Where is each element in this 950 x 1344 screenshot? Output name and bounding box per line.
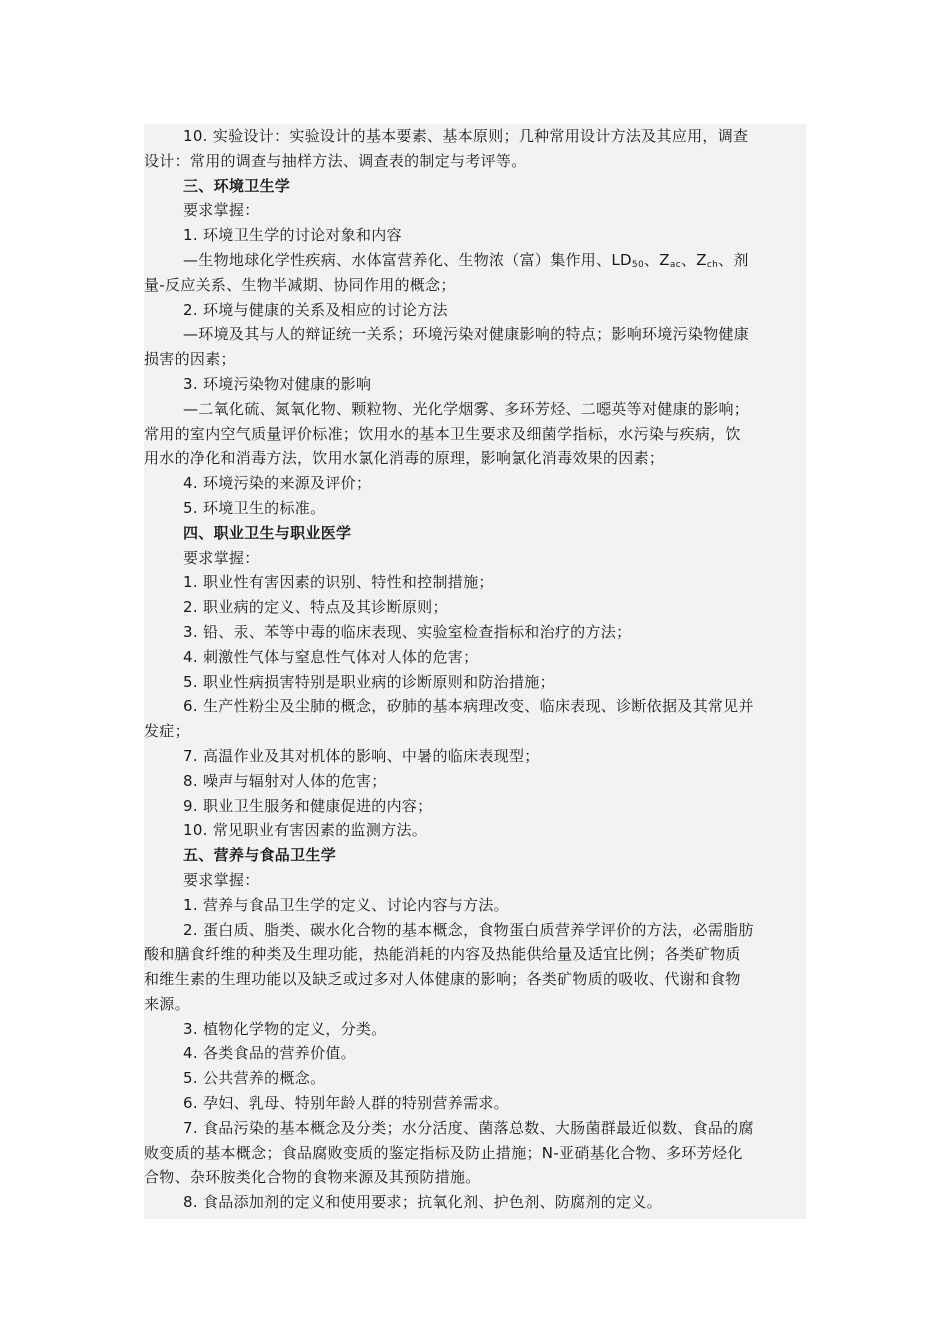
text-line: 和维生素的生理功能以及缺乏或过多对人体健康的影响；各类矿物质的吸收、代谢和食物 — [144, 970, 741, 989]
text-line: 损害的因素； — [144, 350, 236, 369]
subscript-ch: ch — [706, 259, 719, 270]
text-line: 7. 食品污染的基本概念及分类；水分活度、菌落总数、大肠菌群最近似数、食品的腐 — [183, 1118, 754, 1137]
text-line: 8. 噪声与辐射对人体的危害； — [183, 771, 387, 790]
document-text-block — [144, 124, 806, 1219]
text-line: 5. 环境卫生的标准。 — [183, 498, 326, 517]
line-fragment: 、Z — [643, 250, 670, 269]
text-line: 用水的净化和消毒方法，饮用水氯化消毒的原理，影响氯化消毒效果的因素； — [144, 449, 665, 468]
text-line: 要求掌握： — [183, 870, 260, 889]
text-line: 5. 职业性病损害特别是职业病的诊断原则和防治措施； — [183, 672, 555, 691]
text-line: 10. 常见职业有害因素的监测方法。 — [183, 821, 428, 840]
text-line: 2. 蛋白质、脂类、碳水化合物的基本概念，食物蛋白质营养学评价的方法，必需脂肪 — [183, 920, 754, 939]
text-line: 要求掌握： — [183, 548, 260, 567]
text-line: —环境及其与人的辩证统一关系；环境污染对健康影响的特点；影响环境污染物健康 — [183, 325, 750, 344]
text-line: 4. 刺激性气体与窒息性气体对人体的危害； — [183, 647, 479, 666]
subscript-50: 50 — [631, 259, 644, 270]
text-line: 酸和膳食纤维的种类及生理功能，热能消耗的内容及热能供给量及适宜比例；各类矿物质 — [144, 945, 741, 964]
section-heading: 三、环境卫生学 — [183, 176, 291, 195]
text-line: 6. 孕妇、乳母、特别年龄人群的特别营养需求。 — [183, 1094, 509, 1113]
text-line: 败变质的基本概念；食品腐败变质的鉴定指标及防止措施；N-亚硝基化合物、多环芳烃化 — [144, 1143, 743, 1162]
text-line: 9. 职业卫生服务和健康促进的内容； — [183, 796, 433, 815]
text-line: 设计：常用的调查与抽样方法、调查表的制定与考评等。 — [144, 151, 527, 170]
text-line: 1. 营养与食品卫生学的定义、讨论内容与方法。 — [183, 895, 509, 914]
text-line: 8. 食品添加剂的定义和使用要求；抗氧化剂、护色剂、防腐剂的定义。 — [183, 1193, 662, 1212]
text-line: 10. 实验设计：实验设计的基本要素、基本原则；几种常用设计方法及其应用，调查 — [183, 127, 749, 145]
text-line: 常用的室内空气质量评价标准；饮用水的基本卫生要求及细菌学指标，水污染与疾病，饮 — [144, 424, 741, 443]
text-line: 4. 环境污染的来源及评价； — [183, 474, 372, 493]
line-fragment: 、剂 — [718, 250, 749, 269]
text-line: 5. 公共营养的概念。 — [183, 1069, 326, 1088]
text-line: 4. 各类食品的营养价值。 — [183, 1044, 356, 1063]
text-line: 7. 高温作业及其对机体的影响、中暑的临床表现型； — [183, 746, 540, 765]
text-line: 2. 环境与健康的关系及相应的讨论方法 — [183, 300, 448, 319]
line-fragment: —生物地球化学性疾病、水体富营养化、生物浓（富）集作用、LD — [183, 250, 632, 269]
text-line: 合物、杂环胺类化合物的食物来源及其预防措施。 — [144, 1168, 481, 1187]
text-line: 来源。 — [144, 994, 190, 1013]
text-line: 发症； — [144, 722, 190, 741]
subscript-ac: ac — [669, 259, 681, 270]
text-line: 要求掌握： — [183, 201, 260, 220]
text-line: 3. 环境污染物对健康的影响 — [183, 374, 372, 393]
line-fragment: 、Z — [680, 250, 707, 269]
text-line: 3. 植物化学物的定义，分类。 — [183, 1019, 387, 1038]
text-line: 3. 铅、汞、苯等中毒的临床表现、实验室检查指标和治疗的方法； — [183, 622, 632, 641]
text-line: 1. 职业性有害因素的识别、特性和控制措施； — [183, 573, 494, 592]
text-line: —二氧化硫、氮氧化物、颗粒物、光化学烟雾、多环芳烃、二噁英等对健康的影响； — [183, 399, 750, 418]
section-heading: 五、营养与食品卫生学 — [183, 846, 337, 865]
text-line-with-subscripts — [144, 248, 806, 273]
text-line: 6. 生产性粉尘及尘肺的概念，矽肺的基本病理改变、临床表现、诊断依据及其常见并 — [183, 697, 754, 716]
text-line: 1. 环境卫生学的讨论对象和内容 — [183, 226, 402, 245]
text-line: 量-反应关系、生物半减期、协同作用的概念； — [144, 275, 456, 294]
section-heading: 四、职业卫生与职业医学 — [183, 523, 352, 542]
text-line: 2. 职业病的定义、特点及其诊断原则； — [183, 598, 448, 617]
